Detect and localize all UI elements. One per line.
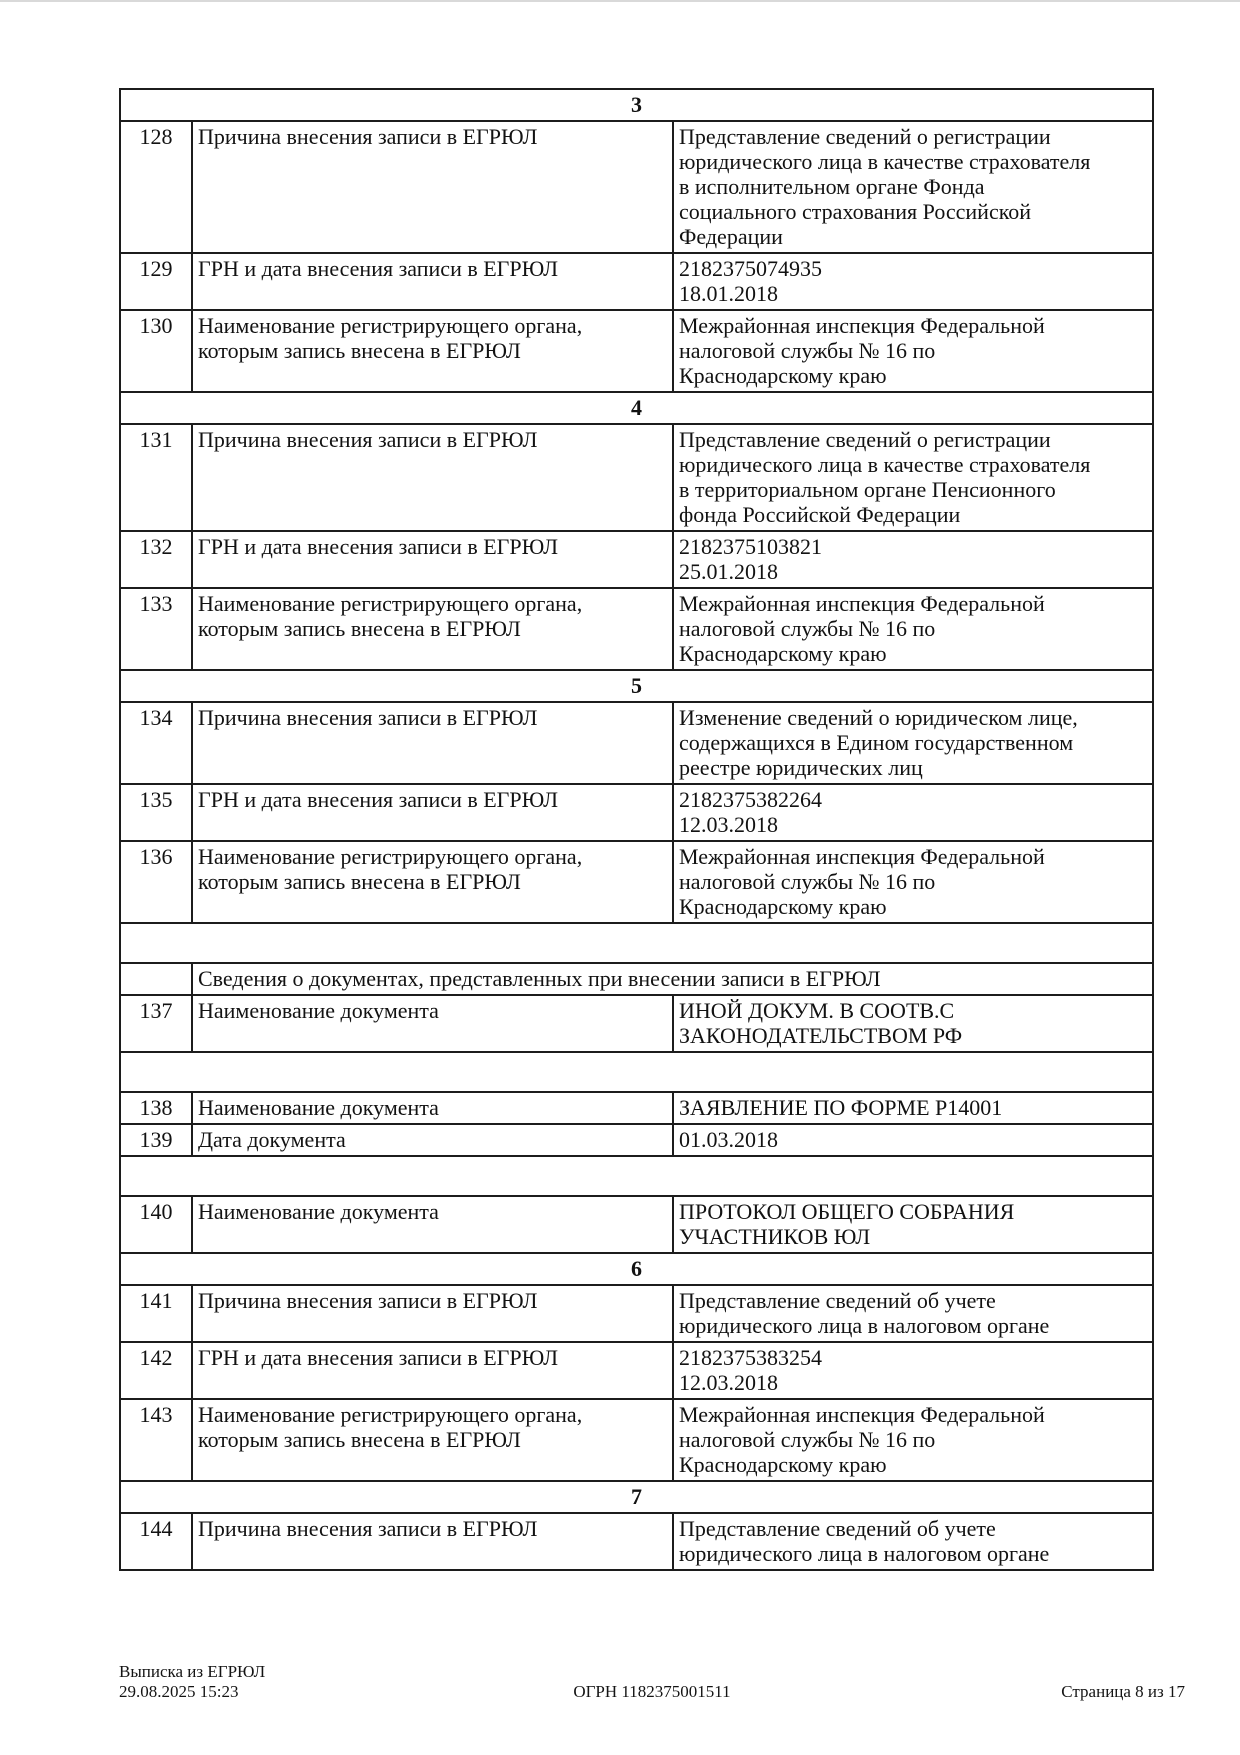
section-number: 4 — [120, 392, 1153, 424]
row-label — [192, 531, 673, 588]
text-line: ГРН и дата внесения записи в ЕГРЮЛ — [198, 256, 559, 281]
text-line: Наименование документа — [198, 998, 439, 1023]
text-line: Наименование документа — [198, 1199, 439, 1224]
text-line: ЗАЯВЛЕНИЕ ПО ФОРМЕ Р14001 — [679, 1095, 1003, 1120]
text-line: в территориальном органе Пенсионного — [679, 477, 1056, 502]
section-row — [120, 1253, 1153, 1285]
row-number: 134 — [120, 702, 192, 784]
data-row — [120, 841, 1153, 923]
row-value — [673, 531, 1153, 588]
data-row — [120, 702, 1153, 784]
section-number: 6 — [120, 1253, 1153, 1285]
section-number: 5 — [120, 670, 1153, 702]
row-number: 136 — [120, 841, 192, 923]
row-number: 138 — [120, 1092, 192, 1124]
text-line: Краснодарскому краю — [679, 894, 887, 919]
text-line: УЧАСТНИКОВ ЮЛ — [679, 1224, 871, 1249]
text-line: которым запись внесена в ЕГРЮЛ — [198, 616, 521, 641]
row-label — [192, 588, 673, 670]
text-line: Межрайонная инспекция Федеральной — [679, 844, 1045, 869]
row-value — [673, 784, 1153, 841]
row-number: 130 — [120, 310, 192, 392]
row-value — [673, 1092, 1153, 1124]
row-number: 141 — [120, 1285, 192, 1342]
text-line: ИНОЙ ДОКУМ. В СООТВ.С — [679, 998, 955, 1023]
text-line: ЗАКОНОДАТЕЛЬСТВОМ РФ — [679, 1023, 963, 1048]
text-line: Представление сведений о регистрации — [679, 124, 1051, 149]
row-label — [192, 424, 673, 531]
text-line: Причина внесения записи в ЕГРЮЛ — [198, 1516, 538, 1541]
text-line: ГРН и дата внесения записи в ЕГРЮЛ — [198, 534, 559, 559]
row-number: 142 — [120, 1342, 192, 1399]
footer-ogrn: ОГРН 1182375001511 — [573, 1682, 731, 1701]
text-line: юридического лица в налоговом органе — [679, 1541, 1050, 1566]
row-value — [673, 1285, 1153, 1342]
data-row — [120, 1196, 1153, 1253]
section-row — [120, 670, 1153, 702]
row-value — [673, 1196, 1153, 1253]
text-line: Наименование регистрирующего органа, — [198, 1402, 583, 1427]
text-line: Краснодарскому краю — [679, 641, 887, 666]
row-number: 144 — [120, 1513, 192, 1570]
row-number: 143 — [120, 1399, 192, 1481]
row-label — [192, 702, 673, 784]
spacer-row — [120, 1052, 1153, 1092]
row-number: 132 — [120, 531, 192, 588]
text-line: Федерации — [679, 224, 783, 249]
row-number: 140 — [120, 1196, 192, 1253]
row-label — [192, 1285, 673, 1342]
text-line: Наименование документа — [198, 1095, 439, 1120]
text-line: содержащихся в Едином государственном — [679, 730, 1074, 755]
row-value — [673, 1513, 1153, 1570]
text-line: Дата документа — [198, 1127, 346, 1152]
row-value — [673, 1124, 1153, 1156]
row-value — [673, 588, 1153, 670]
row-number: 139 — [120, 1124, 192, 1156]
scan-edge-artifact — [0, 0, 1240, 2]
row-label — [192, 1513, 673, 1570]
row-label — [192, 121, 673, 253]
text-line: 2182375103821 — [679, 534, 822, 559]
row-value — [673, 702, 1153, 784]
row-number: 128 — [120, 121, 192, 253]
spacer-row — [120, 923, 1153, 963]
text-line: которым запись внесена в ЕГРЮЛ — [198, 1427, 521, 1452]
row-value — [673, 1399, 1153, 1481]
row-value — [673, 841, 1153, 923]
section-row — [120, 1481, 1153, 1513]
text-line: 2182375383254 — [679, 1345, 822, 1370]
text-line: которым запись внесена в ЕГРЮЛ — [198, 869, 521, 894]
row-number: 137 — [120, 995, 192, 1052]
data-row — [120, 1399, 1153, 1481]
data-row — [120, 1513, 1153, 1570]
data-row — [120, 531, 1153, 588]
text-line: налоговой службы № 16 по — [679, 616, 936, 641]
text-line: Изменение сведений о юридическом лице, — [679, 705, 1078, 730]
text-line: Межрайонная инспекция Федеральной — [679, 1402, 1045, 1427]
text-line: Краснодарскому краю — [679, 1452, 887, 1477]
data-row — [120, 588, 1153, 670]
documents-subheader: Сведения о документах, представленных при внесении записи в ЕГРЮЛ — [192, 963, 1153, 995]
row-value — [673, 424, 1153, 531]
row-number: 131 — [120, 424, 192, 531]
text-line: ГРН и дата внесения записи в ЕГРЮЛ — [198, 787, 559, 812]
row-number: 129 — [120, 253, 192, 310]
egrul-records-table — [119, 88, 1154, 1571]
text-line: фонда Российской Федерации — [679, 502, 961, 527]
row-label — [192, 253, 673, 310]
egrul-table-body — [120, 89, 1153, 1570]
data-row — [120, 121, 1153, 253]
row-label — [192, 841, 673, 923]
section-row — [120, 392, 1153, 424]
text-line: Причина внесения записи в ЕГРЮЛ — [198, 124, 538, 149]
row-label — [192, 784, 673, 841]
row-label — [192, 1196, 673, 1253]
row-label — [192, 1092, 673, 1124]
text-line: Представление сведений об учете — [679, 1516, 996, 1541]
data-row — [120, 995, 1153, 1052]
row-label — [192, 995, 673, 1052]
text-line: Причина внесения записи в ЕГРЮЛ — [198, 1288, 538, 1313]
text-line: Межрайонная инспекция Федеральной — [679, 313, 1045, 338]
text-line: 12.03.2018 — [679, 1370, 778, 1395]
text-line: ПРОТОКОЛ ОБЩЕГО СОБРАНИЯ — [679, 1199, 1015, 1224]
row-label — [192, 1342, 673, 1399]
text-line: юридического лица в качестве страхователя — [679, 452, 1091, 477]
footer-page-number: Страница 8 из 17 — [1061, 1682, 1185, 1701]
row-number: 135 — [120, 784, 192, 841]
row-value — [673, 995, 1153, 1052]
text-line: 2182375074935 — [679, 256, 822, 281]
footer-datetime: 29.08.2025 15:23 — [119, 1682, 239, 1701]
text-line: Наименование регистрирующего органа, — [198, 844, 583, 869]
data-row — [120, 424, 1153, 531]
row-value — [673, 253, 1153, 310]
data-row — [120, 784, 1153, 841]
text-line: налоговой службы № 16 по — [679, 338, 936, 363]
text-line: 01.03.2018 — [679, 1127, 778, 1152]
text-line: налоговой службы № 16 по — [679, 1427, 936, 1452]
section-number: 7 — [120, 1481, 1153, 1513]
row-label — [192, 310, 673, 392]
text-line: реестре юридических лиц — [679, 755, 923, 780]
text-line: которым запись внесена в ЕГРЮЛ — [198, 338, 521, 363]
data-row — [120, 253, 1153, 310]
text-line: в исполнительном органе Фонда — [679, 174, 985, 199]
footer-doc-type: Выписка из ЕГРЮЛ — [119, 1662, 266, 1681]
text-line: ГРН и дата внесения записи в ЕГРЮЛ — [198, 1345, 559, 1370]
text-line: социального страхования Российской — [679, 199, 1032, 224]
spacer-cell — [120, 1052, 1153, 1092]
row-label — [192, 1399, 673, 1481]
section-number: 3 — [120, 89, 1153, 121]
data-row — [120, 310, 1153, 392]
text-line: 2182375382264 — [679, 787, 822, 812]
spacer-row — [120, 1156, 1153, 1196]
subheader-row — [120, 963, 1153, 995]
text-line: Наименование регистрирующего органа, — [198, 313, 583, 338]
row-number: 133 — [120, 588, 192, 670]
row-value — [673, 121, 1153, 253]
data-row — [120, 1342, 1153, 1399]
spacer-cell — [120, 923, 1153, 963]
row-number-cell — [120, 963, 192, 995]
text-line: Наименование регистрирующего органа, — [198, 591, 583, 616]
text-line: Причина внесения записи в ЕГРЮЛ — [198, 705, 538, 730]
text-line: Причина внесения записи в ЕГРЮЛ — [198, 427, 538, 452]
spacer-cell — [120, 1156, 1153, 1196]
row-value — [673, 310, 1153, 392]
text-line: 12.03.2018 — [679, 812, 778, 837]
row-label — [192, 1124, 673, 1156]
text-line: Представление сведений об учете — [679, 1288, 996, 1313]
text-line: Краснодарскому краю — [679, 363, 887, 388]
text-line: юридического лица в налоговом органе — [679, 1313, 1050, 1338]
text-line: налоговой службы № 16 по — [679, 869, 936, 894]
row-value — [673, 1342, 1153, 1399]
text-line: юридического лица в качестве страхователя — [679, 149, 1091, 174]
data-row — [120, 1124, 1153, 1156]
text-line: 25.01.2018 — [679, 559, 778, 584]
text-line: 18.01.2018 — [679, 281, 778, 306]
data-row — [120, 1285, 1153, 1342]
section-row — [120, 89, 1153, 121]
text-line: Межрайонная инспекция Федеральной — [679, 591, 1045, 616]
data-row — [120, 1092, 1153, 1124]
text-line: Представление сведений о регистрации — [679, 427, 1051, 452]
